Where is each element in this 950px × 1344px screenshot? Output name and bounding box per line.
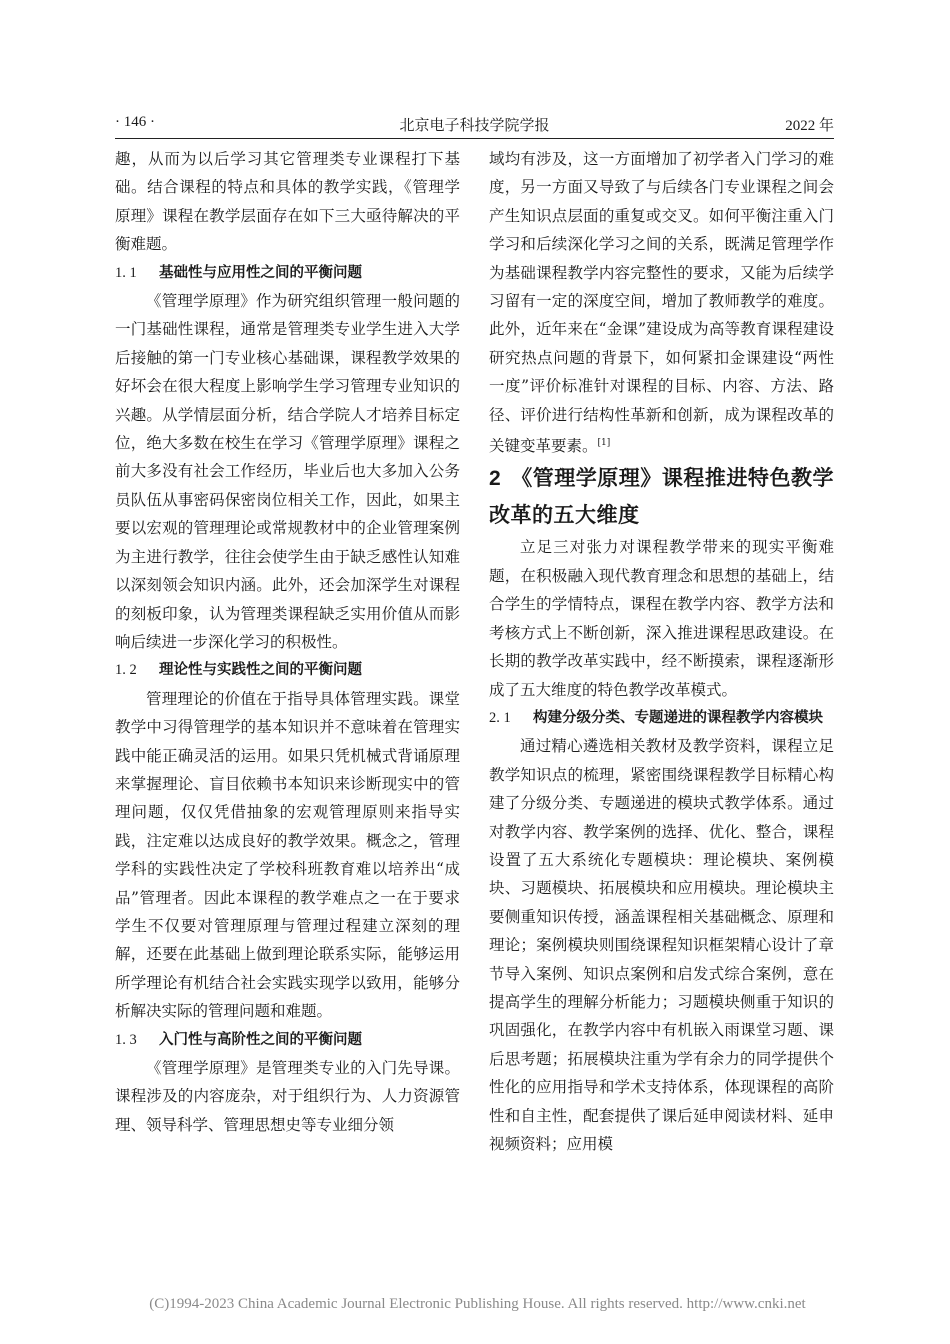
subsection-heading-1-2 [115,656,460,684]
page-number: · 146 · [115,114,155,130]
subsection-heading-1-1 [115,259,460,287]
journal-title: 北京电子科技学院学报 [399,118,550,134]
left-column [115,145,460,1139]
subsection-title: 基础性与应用性之间的平衡问题 [159,264,362,281]
header-rule [115,138,834,139]
paragraph: 通过精心遴选相关教材及教学资料，课程立足教学知识点的梳理，紧密围绕课程教学目标精心构建了分级分类、专题递进的模块式教学体系。通过对教学内容、教学案例的选择、优化、整合，课程设置了五大系统化专题模块：理论模块、案例模块、习题模块、拓展模块和应用模块。理论模块主要侧重知识传授，涵盖课程相关基础概念、原理和理论；案例模块则围绕课程知识框架精心设计了章节导入案例、知识点案例和启发式综合案例，意在提高学生的理解分析能力；习题模块侧重于知识的巩固强化，在教学内容中有机嵌入雨课堂习题、课后思考题；拓展模块注重为学有余力的同学提供个性化的应用指导和学术支持体系，体现课程的高阶性和自主性，配套提供了课后延申阅读材料、延申视频资料；应用模 [489,737,834,1153]
paragraph: 《管理学原理》作为研究组织管理一般问题的一门基础性课程，通常是管理类专业学生进入大学后接触的第一门专业核心基础课，课程教学效果的好坏会在很大程度上影响学生学习管理专业知识的兴趣。从学情层面分析，结合学院人才培养目标定位，绝大多数在校生在学习《管理学原理》课程之前大多没有社会工作经历，毕业后也大多加入公务员队伍从事密码保密岗位相关工作，因此，如果主要以宏观的管理理论或常规教材中的企业管理案例为主进行教学，往往会使学生由于缺乏感性认知难以深刻领会知识内涵。此外，还会加深学生对课程的刻板印象，认为管理类课程缺乏实用价值从而影响后续进一步深化学习的积极性。 [115,292,460,651]
subsection-number: 2. 1 [489,709,511,726]
subsection-number: 1. 1 [115,264,137,281]
paragraph: 立足三对张力对课程教学带来的现实平衡难题，在积极融入现代教育理念和思想的基础上，结合学生的学情特点，课程在教学内容、教学方法和考核方式上不断创新，深入推进课程思政建设。在长期的教学改革实践中，经不断摸索，课程逐渐形成了五大维度的特色教学改革模式。 [489,538,834,699]
subsection-title: 构建分级分类、专题递进的课程教学内容模块 [533,709,823,726]
paragraph-text: 域均有涉及，这一方面增加了初学者入门学习的难度，另一方面又导致了与后续各门专业课程之间会产生知识点层面的重复或交叉。如何平衡注重入门学习和后续深化学习之间的关系，既满足管理学作为基础课程教学内容完整性的要求，又能为后续学习留有一定的深度空间，增加了教师教学的难度。此外，近年来在“金课”建设成为高等教育课程建设研究热点问题的背景下，如何紧扣金课建设“两性一度”评价标准针对课程的目标、内容、方法、路径、评价进行结构性革新和创新，成为课程改革的关键变革要素。 [489,150,834,456]
paragraph-continued [489,145,834,460]
copyright-footer: (C)1994-2023 China Academic Journal Electronic Publishing House. All rights reserved. http://www.cnki.net [149,1296,806,1312]
subsection-title: 入门性与高阶性之间的平衡问题 [159,1031,362,1048]
subsection-heading-1-3 [115,1026,460,1054]
section-number: 2 [489,467,502,491]
subsection-heading-2-1 [489,704,834,732]
citation-marker: [1] [597,438,611,449]
paragraph-continued: 趣，从而为以后学习其它管理类专业课程打下基础。结合课程的特点和具体的教学实践，《管理学原理》课程在教学层面存在如下三大亟待解决的平衡难题。 [115,150,460,254]
paragraph: 管理理论的价值在于指导具体管理实践。课堂教学中习得管理学的基本知识并不意味着在管理实践中能正确灵活的运用。如果只凭机械式背诵原理来掌握理论、盲目依赖书本知识来诊断现实中的管理问题，仅仅凭借抽象的宏观管理原则来指导实践，注定难以达成良好的教学效果。概念之，管理学科的实践性决定了学校科班教育难以培养出“成品”管理者。因此本课程的教学难点之一在于要求学生不仅要对管理原理与管理过程建立深刻的理解，还要在此基础上做到理论联系实际，能够运用所学理论有机结合社会实践实现学以致用，能够分析解决实际的管理问题和难题。 [115,689,460,1021]
running-header [115,114,834,136]
section-title: 《管理学原理》课程推进特色教学改革的五大维度 [489,466,834,528]
paragraph: 《管理学原理》是管理类专业的入门先导课。课程涉及的内容庞杂，对于组织行为、人力资源管理、领导科学、管理思想史等专业细分领 [115,1059,460,1134]
section-heading-2 [489,460,834,533]
publication-year: 2022 年 [785,118,834,134]
subsection-number: 1. 3 [115,1031,137,1048]
subsection-number: 1. 2 [115,662,137,679]
subsection-title: 理论性与实践性之间的平衡问题 [159,662,362,679]
right-column [489,145,834,1158]
